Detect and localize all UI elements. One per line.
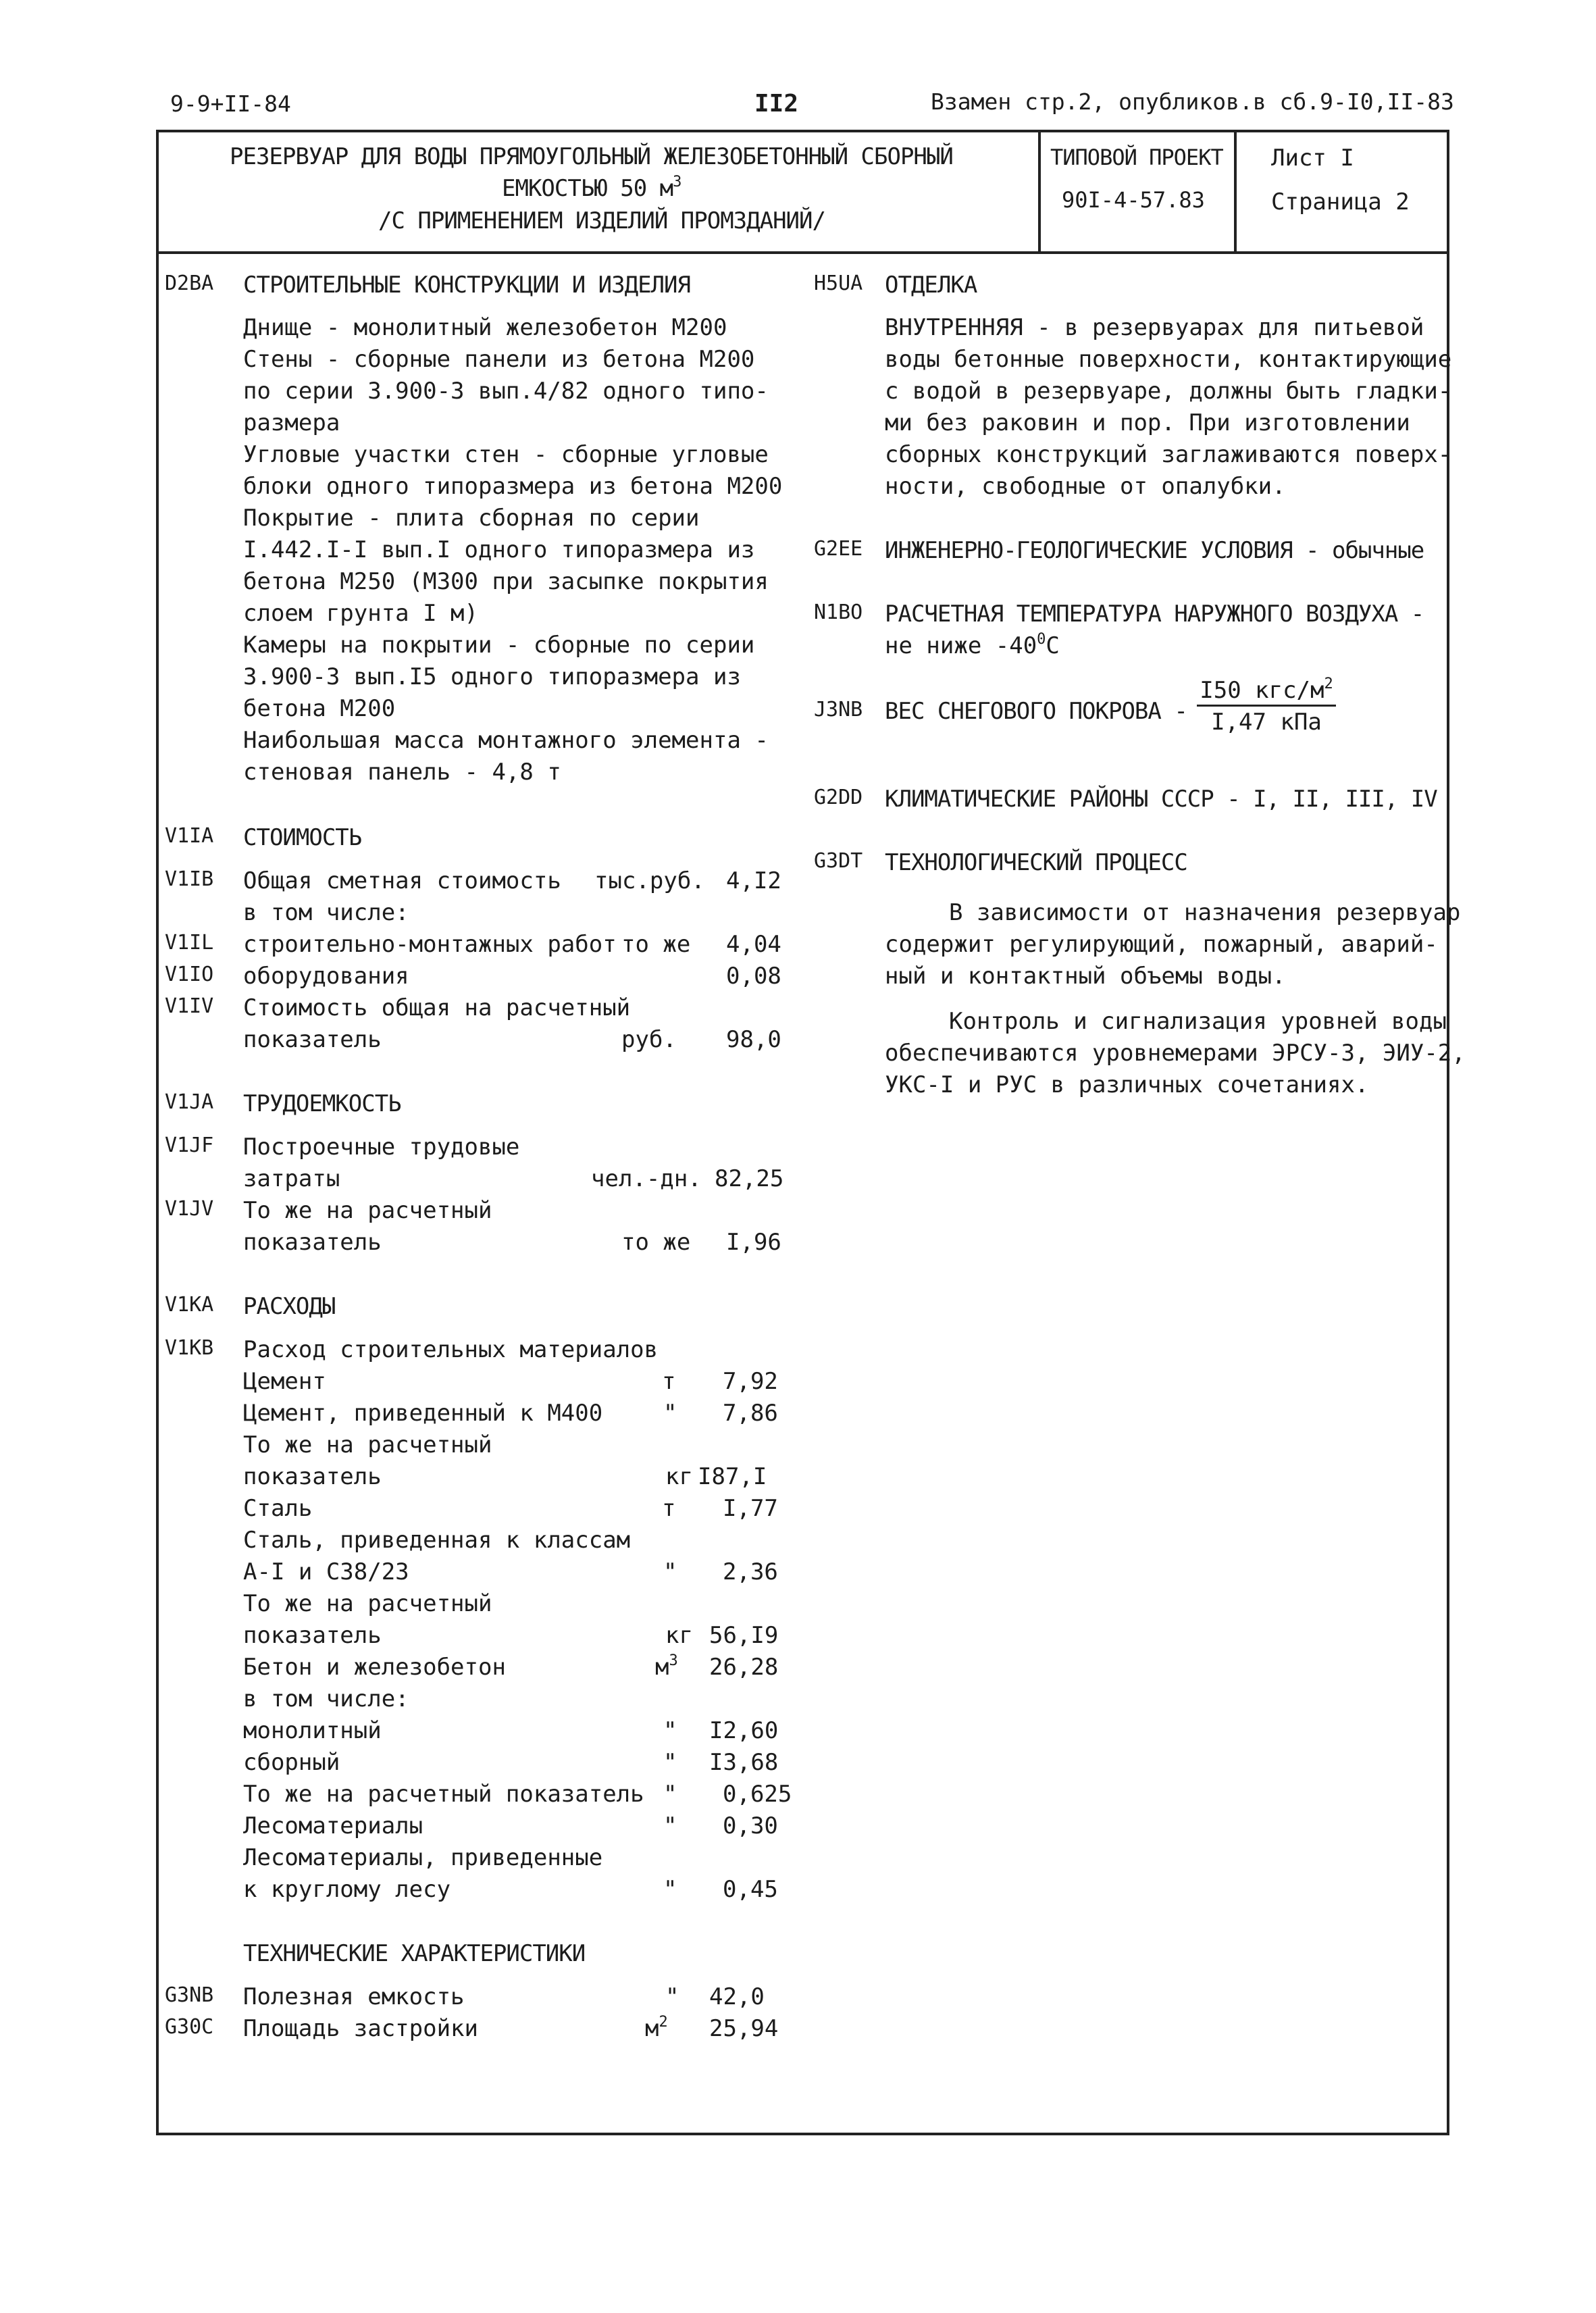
row-label: показатель (243, 1622, 382, 1649)
row-label: Цемент, приведенный к М400 (243, 1400, 603, 1427)
row-unit: то же (621, 931, 691, 958)
row-label: Сталь, приведенная к классам (243, 1527, 631, 1554)
text-line: В зависимости от назначения резервуар (949, 899, 1461, 926)
row-value: I,96 (726, 1229, 781, 1256)
text-line: Наибольшая масса монтажного элемента - (243, 727, 769, 754)
row-label: монолитный (243, 1717, 382, 1744)
row-value: 98,0 (726, 1026, 781, 1053)
row-value: 4,I2 (726, 867, 781, 894)
row-label: к круглому лесу (243, 1876, 451, 1903)
text-line: размера (243, 409, 340, 436)
row-value: I2,60 (709, 1717, 779, 1744)
project-label: ТИПОВОЙ ПРОЕКТ (1050, 145, 1223, 170)
section-heading: ТЕХНОЛОГИЧЕСКИЙ ПРОЦЕСС (885, 849, 1187, 876)
row-value: I3,68 (709, 1749, 779, 1776)
row-label: Построечные трудовые (243, 1134, 520, 1161)
row-value: 0,30 (723, 1812, 778, 1839)
section-code: G3DT (814, 849, 863, 873)
section-code: G2EE (814, 537, 863, 561)
text-line: ми без раковин и пор. При изготовлении (885, 409, 1410, 436)
row-unit: тыс.руб. (594, 867, 705, 894)
row-value: 7,86 (723, 1400, 778, 1427)
text-line: Стены - сборные панели из бетона М200 (243, 346, 755, 373)
section-heading: СТОИМОСТЬ (243, 824, 362, 851)
row-value: I87,I (698, 1463, 767, 1490)
row-value: 2,36 (723, 1558, 778, 1585)
row-code: V1IL (165, 931, 214, 955)
section-text: ВЕС СНЕГОВОГО ПОКРОВА - (885, 698, 1187, 725)
row-value: 0,45 (723, 1876, 778, 1903)
row-label: сборный (243, 1749, 340, 1776)
text-line: блоки одного типоразмера из бетона М200 (243, 473, 783, 500)
snow-load-fraction (1192, 676, 1341, 736)
section-heading: РАСХОДЫ (243, 1293, 336, 1320)
section-code: G2DD (814, 786, 863, 809)
row-label: показатель (243, 1463, 382, 1490)
text-line: слоем грунта I м) (243, 600, 478, 627)
text-line: бетона М250 (М300 при засыпке покрытия (243, 568, 769, 595)
text-line: I.442.I-I вып.I одного типоразмера из (243, 536, 755, 563)
row-value: 4,04 (726, 931, 781, 958)
row-label: оборудования (243, 963, 409, 990)
title-block-separator-1 (1038, 130, 1041, 253)
row-value: I,77 (723, 1495, 778, 1522)
row-code: V1JV (165, 1197, 214, 1221)
row-label: То же на расчетный (243, 1590, 492, 1617)
row-label: А-I и С38/23 (243, 1558, 409, 1585)
row-unit: т (662, 1368, 676, 1395)
project-number: 90I-4-57.83 (1062, 187, 1205, 213)
text-line: бетона М200 (243, 695, 396, 722)
row-unit: т (662, 1495, 676, 1522)
row-code: V1KB (165, 1336, 214, 1360)
row-label: Лесоматериалы (243, 1812, 423, 1839)
text-line: ВНУТРЕННЯЯ - в резервуарах для питьевой (885, 314, 1424, 341)
row-unit: " (665, 1983, 679, 2010)
section-heading: ТРУДОЕМКОСТЬ (243, 1090, 401, 1117)
row-label: затраты (243, 1165, 340, 1192)
row-value: 56,I9 (709, 1622, 779, 1649)
row-code: G3NB (165, 1983, 214, 2007)
row-value: 7,92 (723, 1368, 778, 1395)
row-label: То же на расчетный (243, 1431, 492, 1458)
replacement-note: Взамен стр.2, опубликов.в сб.9-I0,II-83 (931, 88, 1454, 115)
section-code: V1JA (165, 1090, 214, 1114)
row-value: 26,28 (709, 1654, 779, 1681)
title-block-divider (156, 251, 1449, 254)
page-label: Страница 2 (1271, 188, 1410, 215)
section-heading: ОТДЕЛКА (885, 272, 977, 299)
text-line: Покрытие - плита сборная по серии (243, 505, 700, 532)
text-line: УКС-I и РУС в различных сочетаниях. (885, 1071, 1369, 1098)
section-text: ИНЖЕНЕРНО-ГЕОЛОГИЧЕСКИЕ УСЛОВИЯ - обычные (885, 537, 1424, 564)
section-heading: СТРОИТЕЛЬНЫЕ КОНСТРУКЦИИ И ИЗДЕЛИЯ (243, 272, 690, 299)
section-code: N1BO (814, 601, 863, 624)
row-unit: " (663, 1400, 677, 1427)
text-line: воды бетонные поверхности, контактирующие (885, 346, 1452, 373)
row-value: 0,625 (723, 1781, 792, 1808)
text-line: Днище - монолитный железобетон М200 (243, 314, 727, 341)
snow-load-numerator: I50 кгс/$м^2$ (1197, 679, 1335, 707)
text-line: стеновая панель - 4,8 т (243, 759, 561, 786)
row-label: То же на расчетный показатель (243, 1781, 644, 1808)
title-block-separator-2 (1234, 130, 1237, 253)
row-unit: $м^2$ (645, 2014, 668, 2042)
text-line: с водой в резервуаре, должны быть гладки- (885, 378, 1452, 405)
row-label: То же на расчетный (243, 1197, 492, 1224)
row-unit: " (663, 1876, 677, 1903)
row-unit: " (663, 1781, 677, 1808)
row-code: G30C (165, 2015, 214, 2039)
row-unit: " (663, 1717, 677, 1744)
text-line: по серии 3.900-3 вып.4/82 одного типо- (243, 378, 769, 405)
row-label: Площадь застройки (243, 2015, 478, 2042)
text-line: ности, свободные от опалубки. (885, 473, 1286, 500)
row-unit: $м^3$ (655, 1652, 678, 1681)
row-code: V1IV (165, 994, 214, 1018)
text-line: 3.900-3 вып.I5 одного типоразмера из (243, 663, 741, 690)
row-unit: кг (665, 1463, 693, 1490)
row-value: 25,94 (709, 2015, 779, 2042)
sheet-label: Лист I (1271, 145, 1354, 172)
row-label: в том числе: (243, 1685, 409, 1712)
row-unit: руб. (621, 1026, 677, 1053)
text-line: содержит регулирующий, пожарный, аварий- (885, 931, 1438, 958)
row-label: Полезная емкость (243, 1983, 465, 2010)
section-text: не ниже $-40^0С$ (885, 631, 1060, 659)
section-code: V1IA (165, 824, 214, 848)
row-code: V1IO (165, 963, 214, 986)
row-label: Общая сметная стоимость (243, 867, 561, 894)
section-code: H5UA (814, 272, 863, 295)
row-value: 0,08 (726, 963, 781, 990)
row-label: показатель (243, 1229, 382, 1256)
document-title-line3: /С ПРИМЕНЕНИЕМ ИЗДЕЛИЙ ПРОМЗДАНИЙ/ (378, 207, 825, 234)
section-text: КЛИМАТИЧЕСКИЕ РАЙОНЫ СССР - I, II, III, IV (885, 786, 1437, 813)
row-label: строительно-монтажных работ (243, 931, 617, 958)
row-code: V1JF (165, 1134, 214, 1157)
row-label: в том числе: (243, 899, 409, 926)
row-unit: " (663, 1558, 677, 1585)
row-label: Сталь (243, 1495, 313, 1522)
section-code: J3NB (814, 698, 863, 721)
row-label: Бетон и железобетон (243, 1654, 506, 1681)
row-value: 42,0 (709, 1983, 765, 2010)
row-label: показатель (243, 1026, 382, 1053)
row-label: Расход строительных материалов (243, 1336, 659, 1363)
row-unit: кг (665, 1622, 693, 1649)
text-line: Угловые участки стен - сборные угловые (243, 441, 769, 468)
row-unit: чел.-дн. (591, 1165, 702, 1192)
text-line: Контроль и сигнализация уровней воды (949, 1008, 1447, 1035)
series-code: 9-9+II-84 (170, 91, 291, 117)
section-heading: ТЕХНИЧЕСКИЕ ХАРАКТЕРИСТИКИ (243, 1940, 586, 1967)
text-line: ный и контактный объемы воды. (885, 963, 1286, 990)
row-label: Цемент (243, 1368, 326, 1395)
row-unit: то же (621, 1229, 691, 1256)
section-text: РАСЧЕТНАЯ ТЕМПЕРАТУРА НАРУЖНОГО ВОЗДУХА - (885, 601, 1424, 628)
row-value: 82,25 (715, 1165, 784, 1192)
text-line: сборных конструкций заглаживаются поверх- (885, 441, 1452, 468)
row-code: V1IB (165, 867, 214, 891)
snow-load-denominator: I,47 кПа (1211, 709, 1322, 736)
row-label: Лесоматериалы, приведенные (243, 1844, 603, 1871)
page-number: II2 (754, 90, 799, 118)
row-label: Стоимость общая на расчетный (243, 994, 631, 1021)
document-title-line1: РЕЗЕРВУАР ДЛЯ ВОДЫ ПРЯМОУГОЛЬНЫЙ ЖЕЛЕЗОБЕТОННЫЙ СБОРНЫЙ (230, 143, 953, 170)
text-line: Камеры на покрытии - сборные по серии (243, 632, 755, 659)
section-code: V1KA (165, 1293, 214, 1317)
row-unit: " (663, 1749, 677, 1776)
text-line: обеспечиваются уровнемерами ЭРСУ-3, ЭИУ-2, (885, 1040, 1466, 1067)
row-unit: " (663, 1812, 677, 1839)
section-code: D2BA (165, 272, 214, 295)
document-title-line2: ЕМКОСТЬЮ 50 $м^3$ (502, 174, 681, 202)
